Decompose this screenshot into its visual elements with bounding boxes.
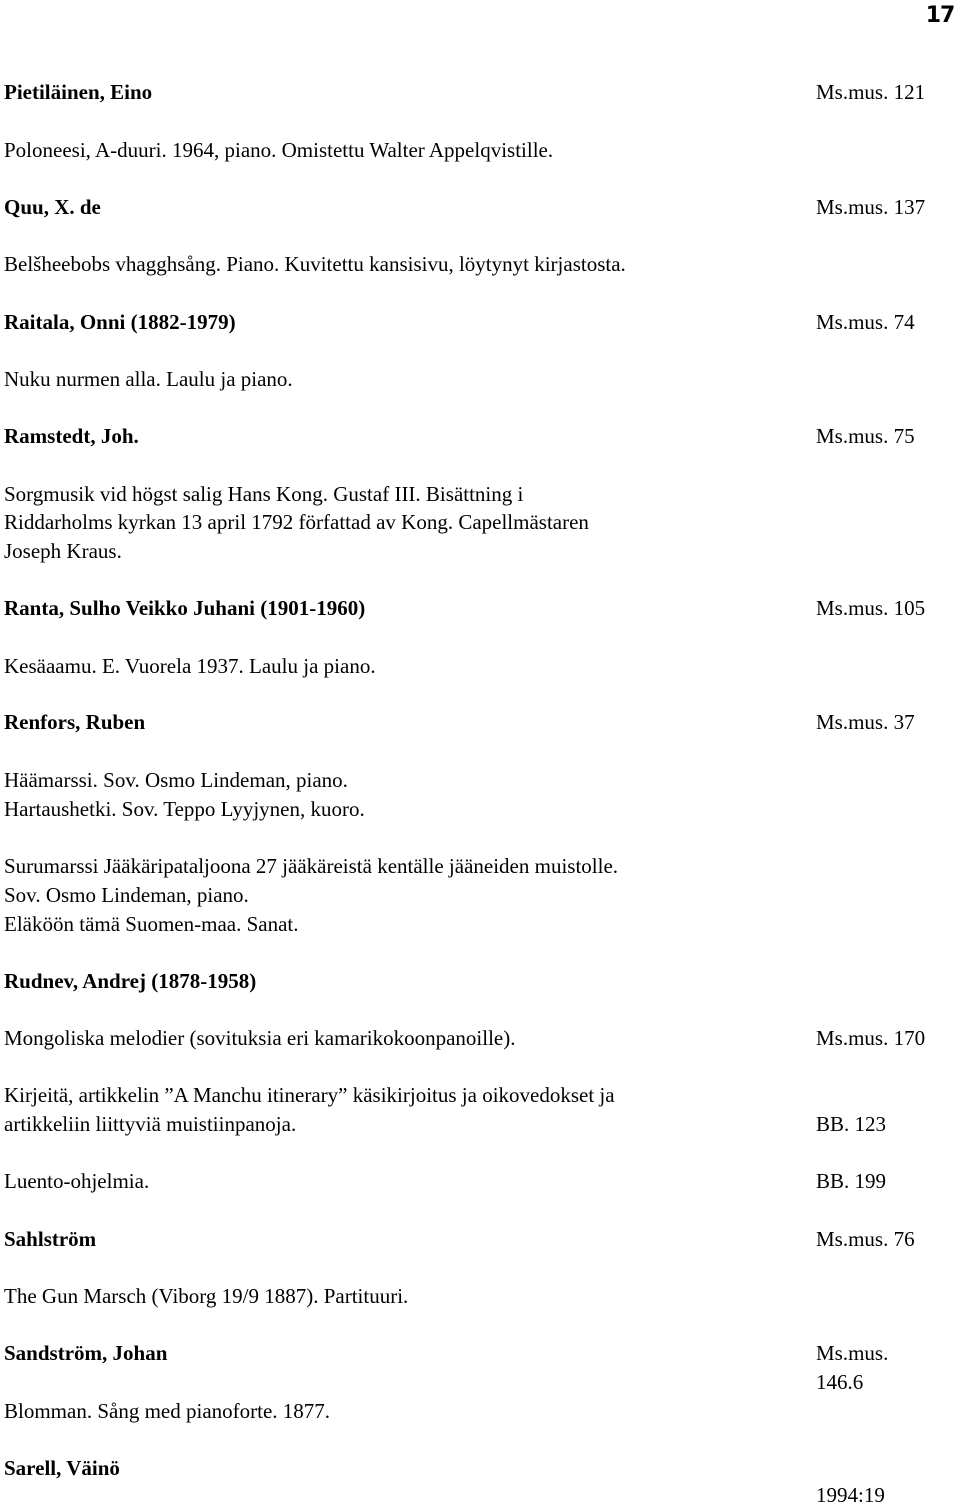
- entry-item: Häämarssi. Sov. Osmo Lindeman, piano.: [4, 768, 348, 792]
- entry-heading-raitala: Raitala, Onni (1882-1979): [4, 310, 236, 334]
- entry-item: Poloneesi, A-duuri. 1964, piano. Omistettu Walter Appelqvistille.: [4, 138, 554, 162]
- entry-item: Sorgmusik vid högst salig Hans Kong. Gustaf III. Bisättning i: [4, 482, 524, 506]
- entry-heading-ramstedt: Ramstedt, Joh.: [4, 424, 139, 448]
- entry-shelfmark-sarell: 1994:19: [816, 1483, 885, 1507]
- entry-shelfmark-ranta: Ms.mus. 105: [816, 596, 926, 620]
- entry-shelfmark-sahlstrom: Ms.mus. 76: [816, 1227, 915, 1251]
- entry-item: Joseph Kraus.: [4, 539, 122, 563]
- entry-shelfmark-sandstrom-line1: Ms.mus.: [816, 1341, 889, 1365]
- entry-item: Blomman. Sång med pianoforte. 1877.: [4, 1399, 331, 1423]
- entry-shelfmark-pietilainen: Ms.mus. 121: [816, 80, 926, 104]
- entry-shelfmark-sandstrom-line2: 146.6: [816, 1370, 864, 1394]
- entry-item-shelfmark: BB. 123: [816, 1112, 887, 1136]
- entry-heading-ranta: Ranta, Sulho Veikko Juhani (1901-1960): [4, 596, 366, 620]
- entry-heading-quu: Quu, X. de: [4, 195, 101, 219]
- entry-item-shelfmark: BB. 199: [816, 1169, 887, 1193]
- entry-item: artikkeliin liittyviä muistiinpanoja.: [4, 1112, 297, 1136]
- entry-item: Mongoliska melodier (sovituksia eri kamarikokoonpanoille).: [4, 1026, 516, 1050]
- entry-item: Kirjeitä, artikkelin ”A Manchu itinerary” käsikirjoitus ja oikovedokset ja: [4, 1083, 615, 1107]
- entry-item: Sov. Osmo Lindeman, piano.: [4, 883, 249, 907]
- entry-item: Eläköön tämä Suomen-maa. Sanat.: [4, 912, 299, 936]
- entry-item: The Gun Marsch (Viborg 19/9 1887). Partituuri.: [4, 1284, 409, 1308]
- entry-item: Riddarholms kyrkan 13 april 1792 författad av Kong. Capellmästaren: [4, 510, 589, 534]
- entry-shelfmark-ramstedt: Ms.mus. 75: [816, 424, 915, 448]
- entry-item: Belšheebobs vhagghsång. Piano. Kuvitettu kansisivu, löytynyt kirjastosta.: [4, 252, 626, 276]
- entry-heading-rudnev: Rudnev, Andrej (1878-1958): [4, 969, 257, 993]
- entry-shelfmark-renfors: Ms.mus. 37: [816, 710, 915, 734]
- entry-item: Kesäaamu. E. Vuorela 1937. Laulu ja piano.: [4, 654, 376, 678]
- entry-item-shelfmark: Ms.mus. 170: [816, 1026, 926, 1050]
- entry-item: Surumarssi Jääkäripataljoona 27 jääkäreistä kentälle jääneiden muistolle.: [4, 854, 619, 878]
- entry-heading-sahlstrom: Sahlström: [4, 1227, 97, 1251]
- entry-item: Hartaushetki. Sov. Teppo Lyyjynen, kuoro.: [4, 797, 365, 821]
- entry-heading-sarell: Sarell, Väinö: [4, 1456, 120, 1480]
- entry-shelfmark-raitala: Ms.mus. 74: [816, 310, 915, 334]
- entry-shelfmark-quu: Ms.mus. 137: [816, 195, 926, 219]
- entry-item: Luento-ohjelmia.: [4, 1169, 150, 1193]
- entry-item: Nuku nurmen alla. Laulu ja piano.: [4, 367, 293, 391]
- entry-heading-renfors: Renfors, Ruben: [4, 710, 146, 734]
- entry-heading-sandstrom: Sandström, Johan: [4, 1341, 168, 1365]
- entry-heading-pietilainen: Pietiläinen, Eino: [4, 80, 153, 104]
- page-number: 17: [925, 3, 955, 28]
